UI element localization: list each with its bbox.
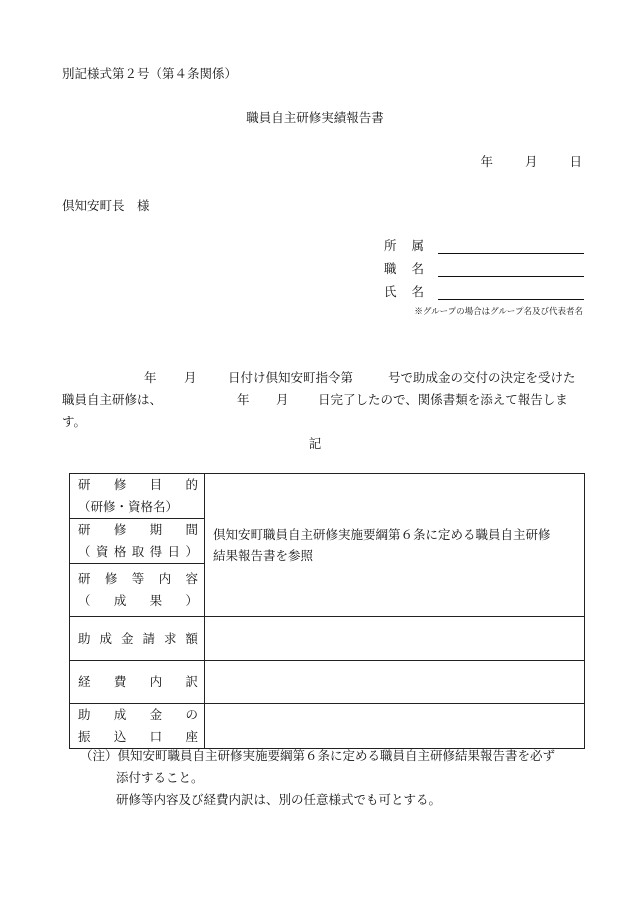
content-label [70, 568, 204, 590]
label-char: （ [78, 544, 91, 559]
body-text: 職員自主研修は、 [62, 392, 163, 407]
body-line-3: す。 [62, 414, 87, 429]
period-label-cell [70, 519, 205, 564]
label-char: 日 [167, 544, 181, 559]
label-char: 座 [185, 729, 198, 744]
label-char: 助 [78, 630, 91, 646]
label-char: の [185, 707, 198, 722]
group-note: ※グループの場合はグループ名及び代表者名 [414, 307, 583, 317]
form-number-label: 別記様式第２号（第４条関係） [62, 66, 238, 81]
name-field[interactable] [384, 282, 584, 300]
label-char: 研 [78, 477, 91, 492]
field-label-char: 属 [411, 238, 424, 253]
content-label-cell [70, 564, 205, 617]
expense-breakdown-label-cell [70, 661, 205, 704]
label-char: 請 [142, 630, 155, 646]
label-char: 資 [95, 544, 109, 559]
name-input-line[interactable] [438, 285, 584, 300]
label-char: 額 [185, 630, 198, 646]
bank-account-label-cell [70, 704, 205, 749]
label-char: 修 [113, 522, 127, 537]
claim-amount-label [70, 628, 204, 650]
purpose-label-cell [70, 474, 205, 519]
label-char: 容 [185, 571, 198, 586]
label-char: 得 [149, 544, 163, 559]
body-text: 日付け倶知安町指令第 [228, 370, 354, 385]
claim-amount-cell[interactable] [205, 617, 585, 661]
label-char: 研 [78, 571, 91, 586]
date-month: 月 [524, 154, 538, 169]
note-line-3: 研修等内容及び経費内訳は、別の任意様式でも可とする。 [116, 792, 442, 807]
label-char: ） [185, 593, 198, 608]
purpose-label [70, 474, 204, 496]
body-year: 年 [237, 392, 250, 407]
label-char: 取 [131, 544, 145, 559]
bank-account-label-1 [70, 704, 204, 726]
position-input-line[interactable] [438, 262, 584, 277]
label-char: 期 [149, 522, 163, 537]
ki-heading: 記 [308, 436, 322, 451]
label-text: （研修・資格名） [78, 499, 179, 514]
expense-breakdown-cell[interactable] [205, 661, 585, 704]
claim-amount-label-cell [70, 617, 205, 661]
label-char: 内 [158, 571, 172, 586]
period-sublabel [70, 541, 204, 563]
report-table [69, 473, 585, 749]
label-char: 目 [149, 477, 163, 492]
note-line-2: 添付すること。 [116, 770, 204, 785]
purpose-sublabel [70, 496, 204, 518]
label-char: 成 [113, 593, 127, 608]
label-char: 口 [149, 729, 163, 744]
label-char: 求 [163, 630, 177, 646]
body-text: 日完了したので、関係書類を添えて報告しま [318, 392, 568, 407]
label-char: ） [185, 544, 198, 559]
label-char: 費 [113, 674, 127, 689]
field-label-char: 氏 [384, 284, 397, 299]
content-line-1: 倶知安町職員自主研修実施要綱第６条に定める職員自主研修 [213, 527, 551, 542]
date-line [480, 152, 582, 170]
content-line-2: 結果報告書を参照 [213, 548, 314, 563]
label-char: 修 [113, 477, 127, 492]
note-line-1: （注）倶知安町職員自主研修実施要綱第６条に定める職員自主研修結果報告書を必ず [80, 748, 556, 763]
label-char: 修 [104, 571, 118, 586]
field-label-char: 名 [411, 261, 424, 276]
period-label [70, 519, 204, 541]
body-month: 月 [184, 370, 197, 385]
label-char: 成 [113, 707, 127, 722]
date-day: 日 [569, 154, 582, 169]
affiliation-input-line[interactable] [438, 239, 584, 254]
body-year: 年 [144, 370, 157, 385]
notes [62, 745, 555, 811]
date-year: 年 [480, 154, 493, 169]
content-sublabel [70, 590, 204, 612]
label-char: 振 [78, 729, 91, 744]
label-char: 訳 [185, 674, 198, 689]
position-field[interactable] [384, 259, 584, 277]
label-char: 研 [78, 522, 91, 537]
document-title: 職員自主研修実績報告書 [246, 110, 384, 125]
expense-breakdown-label [70, 671, 204, 693]
label-char: 内 [149, 674, 163, 689]
label-char: 金 [120, 630, 134, 646]
bank-account-cell[interactable] [205, 704, 585, 749]
label-char: 込 [113, 729, 127, 744]
label-char: 的 [185, 477, 198, 492]
label-char: （ [78, 593, 91, 608]
label-char: 果 [149, 593, 163, 608]
label-char: 助 [78, 707, 91, 722]
field-label-char: 職 [384, 261, 397, 276]
label-char: 経 [78, 674, 91, 689]
field-label-char: 名 [411, 284, 424, 299]
label-char: 金 [149, 707, 163, 722]
label-char: 格 [113, 544, 127, 559]
label-char: 成 [99, 630, 112, 646]
label-char: 間 [185, 522, 198, 537]
content-cell[interactable] [205, 474, 585, 617]
body-text: 号で助成金の交付の決定を受けた [388, 370, 576, 385]
field-label-char: 所 [384, 238, 397, 253]
label-char: 等 [131, 571, 145, 586]
body-month: 月 [276, 392, 289, 407]
addressee: 倶知安町長 様 [62, 198, 150, 213]
affiliation-field[interactable] [384, 236, 584, 254]
